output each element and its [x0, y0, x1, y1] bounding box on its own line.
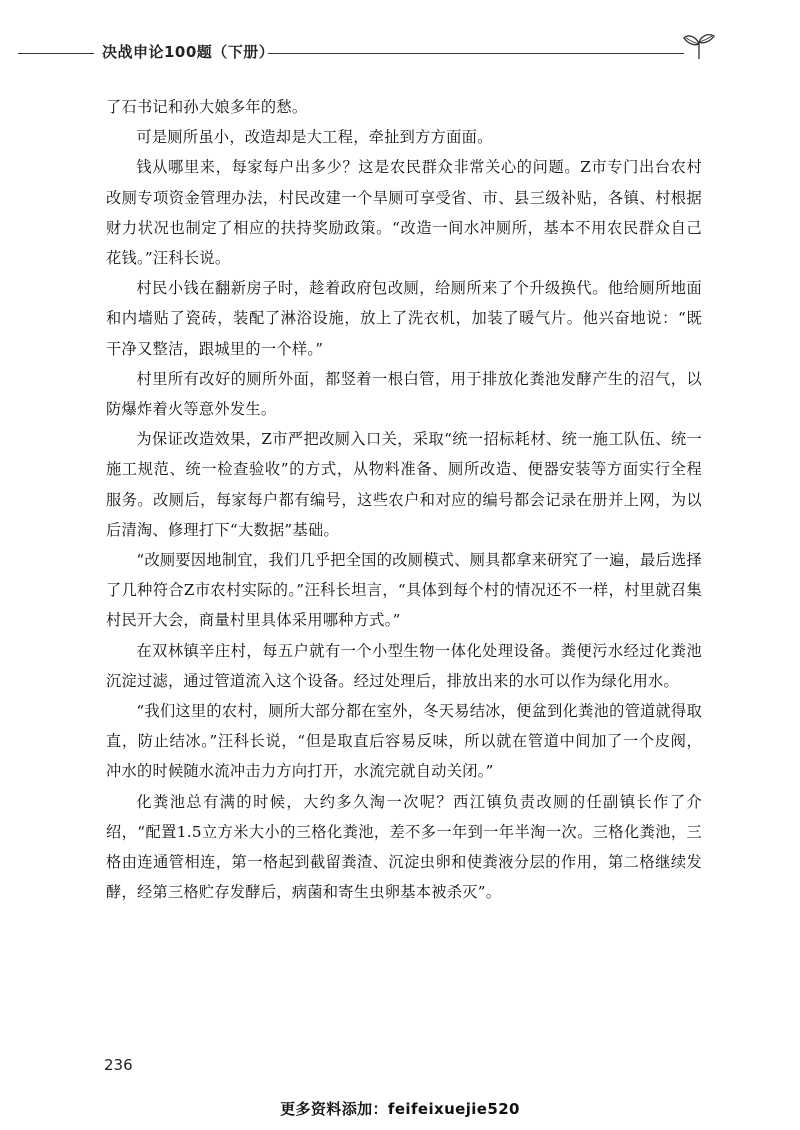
- paragraph-5: 村里所有改好的厕所外面，都竖着一根白管，用于排放化粪池发酵产生的沼气，以防爆炸着火等意外发生。: [106, 369, 702, 419]
- paragraph-8: 在双林镇辛庄村，每五户就有一个小型生物一体化处理设备。粪便污水经过化粪池沉淀过滤，通过管道流入这个设备。经过处理后，排放出来的水可以作为绿化用水。: [106, 641, 702, 690]
- header-rule-right: [268, 53, 684, 54]
- article-body: [106, 92, 702, 907]
- paragraph-7: “改厕要因地制宜，我们几乎把全国的改厕模式、厕具都拿来研究了一遍，最后选择了几种符合Z市农村实际的。”汪科长坦言，“具体到每个村的情况还不一样，村里就召集村民开大会，商量村里具体采用哪种方式。”: [106, 551, 703, 630]
- sprout-icon: [682, 32, 716, 60]
- paragraph-1: 了石书记和孙大娘多年的愁。: [106, 98, 308, 116]
- page-number: 236: [104, 1056, 133, 1074]
- running-header: [0, 30, 800, 70]
- header-title: 决战申论100题（下册）: [102, 43, 275, 61]
- header-rule-left: [18, 53, 94, 54]
- paragraph-3: 钱从哪里来，每家每户出多少？这是农民群众非常关心的问题。Z市专门出台农村改厕专项资金管理办法，村民改建一个旱厕可享受省、市、县三级补贴，各镇、村根据财力状况也制定了相应的扶持奖励政策。“改造一间水冲厕所，基本不用农民群众自己花钱。”汪科长说。: [106, 158, 702, 268]
- paragraph-2: 可是厕所虽小，改造却是大工程，牵扯到方方面面。: [136, 128, 493, 147]
- paragraph-6: 为保证改造效果，Z市严把改厕入口关，采取“统一招标耗材、统一施工队伍、统一施工规范、统一检查验收”的方式，从物料准备、厕所改造、便器安装等方面实行全程服务。改厕后，每家每户都有编号，这些农户和对应的编号都会记录在册并上网，为以后清淘、修理打下“大数据”基础。: [106, 430, 702, 539]
- paragraph-9: “我们这里的农村，厕所大部分都在室外，冬天易结冰，便盆到化粪池的管道就得取直，防止结冰。”汪科长说，“但是取直后容易反味，所以就在管道中间加了一个皮阀，冲水的时候随水流冲击力方向打开，水流完就自动关闭。”: [106, 702, 703, 781]
- paragraph-10: 化粪池总有满的时候，大约多久淘一次呢？西江镇负责改厕的任副镇长作了介绍，“配置1.5立方米大小的三格化粪池，差不多一年到一年半淘一次。三格化粪池，三格由连通管相连，第一格起到截留粪渣、沉淀虫卵和使粪液分层的作用，第二格继续发酵，经第三格贮存发酵后，病菌和寄生虫卵基本被杀灭”。: [106, 792, 702, 902]
- paragraph-4: 村民小钱在翻新房子时，趁着政府包改厕，给厕所来了个升级换代。他给厕所地面和内墙贴了瓷砖，装配了淋浴设施，放上了洗衣机，加装了暖气片。他兴奋地说：“既干净又整洁，跟城里的一个样。”: [106, 279, 702, 358]
- footer-note: 更多资料添加：feifeixuejie520: [280, 1100, 520, 1118]
